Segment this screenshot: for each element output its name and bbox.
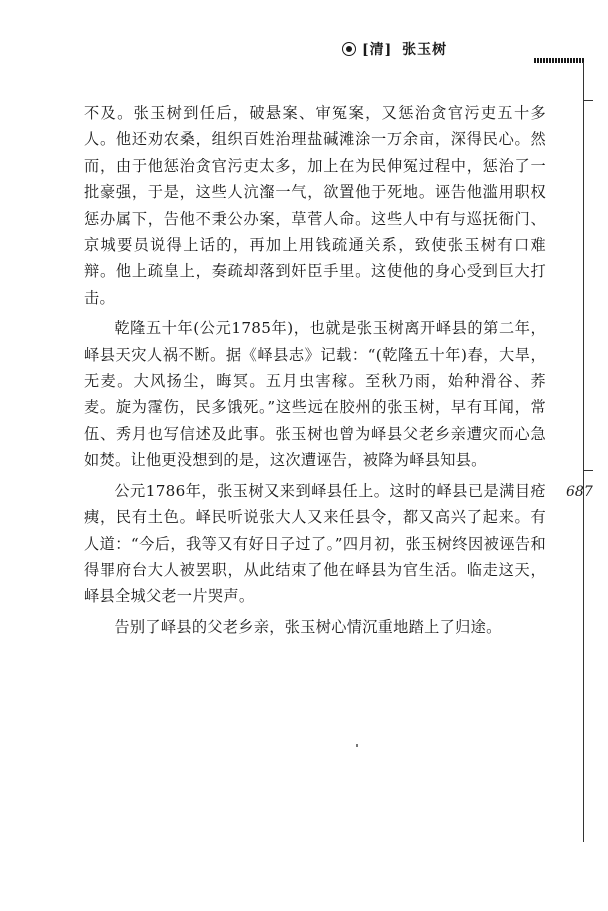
paragraph: 不及。张玉树到任后，破悬案、审冤案，又惩治贪官污吏五十多人。他还劝农桑，组织百姓治理盐碱滩涂一万余亩，深得民心。然而，由于他惩治贪官污吏太多，加上在为民伸冤过程中，惩治了一批豪强，于是，这些人沆瀣一气，欲置他于死地。诬告他滥用职权惩办属下，告他不秉公办案，草菅人命。这些人中有与巡抚衙门、京城要员说得上话的，再加上用钱疏通关系，致使张玉树有口难辩。他上疏皇上，奏疏却落到奸臣手里。这使他的身心受到巨大打击。 [84, 104, 546, 307]
paragraph: 公元1786年，张玉树又来到峄县任上。这时的峄县已是满目疮痍，民有土色。峄民听说张大人又来任县令，都又高兴了起来。有人道：“今后，我等又有好日子过了。”四月初，张玉树终因被诬告和得罪府台大人被罢职，从此结束了他在峄县为官生活。临走这天，峄县全城父老一片哭声。 [84, 481, 546, 606]
paragraph: 告别了峄县的父老乡亲，张玉树心情沉重地踏上了归途。 [114, 617, 502, 636]
scan-speck [356, 744, 358, 747]
circle-bullet-icon [342, 42, 356, 56]
margin-tick [583, 100, 593, 101]
page-number: 687 [566, 484, 593, 500]
paragraph: 乾隆五十年(公元1785年)，也就是张玉树离开峄县的第二年，峄县天灾人祸不断。据《峄县志》记载：“(乾隆五十年)春，大旱，无麦。大风扬尘，晦冥。五月虫害稼。至秋乃雨，始种滑谷、荞麦。旋为霪伤，民多饿死。”这些远在胶州的张玉树，早有耳闻，常伍、秀月也写信述及此事。张玉树也曾为峄县父老乡亲遭灾而心急如焚。让他更没想到的是，这次遭诬告，被降为峄县知县。 [84, 319, 546, 470]
body-text [84, 100, 546, 640]
running-header [342, 38, 447, 60]
header-decorative-rule [534, 58, 584, 63]
header-spacer [394, 41, 400, 57]
margin-tick [583, 470, 593, 471]
margin-vertical-rule [583, 62, 584, 842]
header-dynasty-label: [清] [362, 42, 393, 58]
header-person-name: 张玉树 [402, 42, 448, 58]
